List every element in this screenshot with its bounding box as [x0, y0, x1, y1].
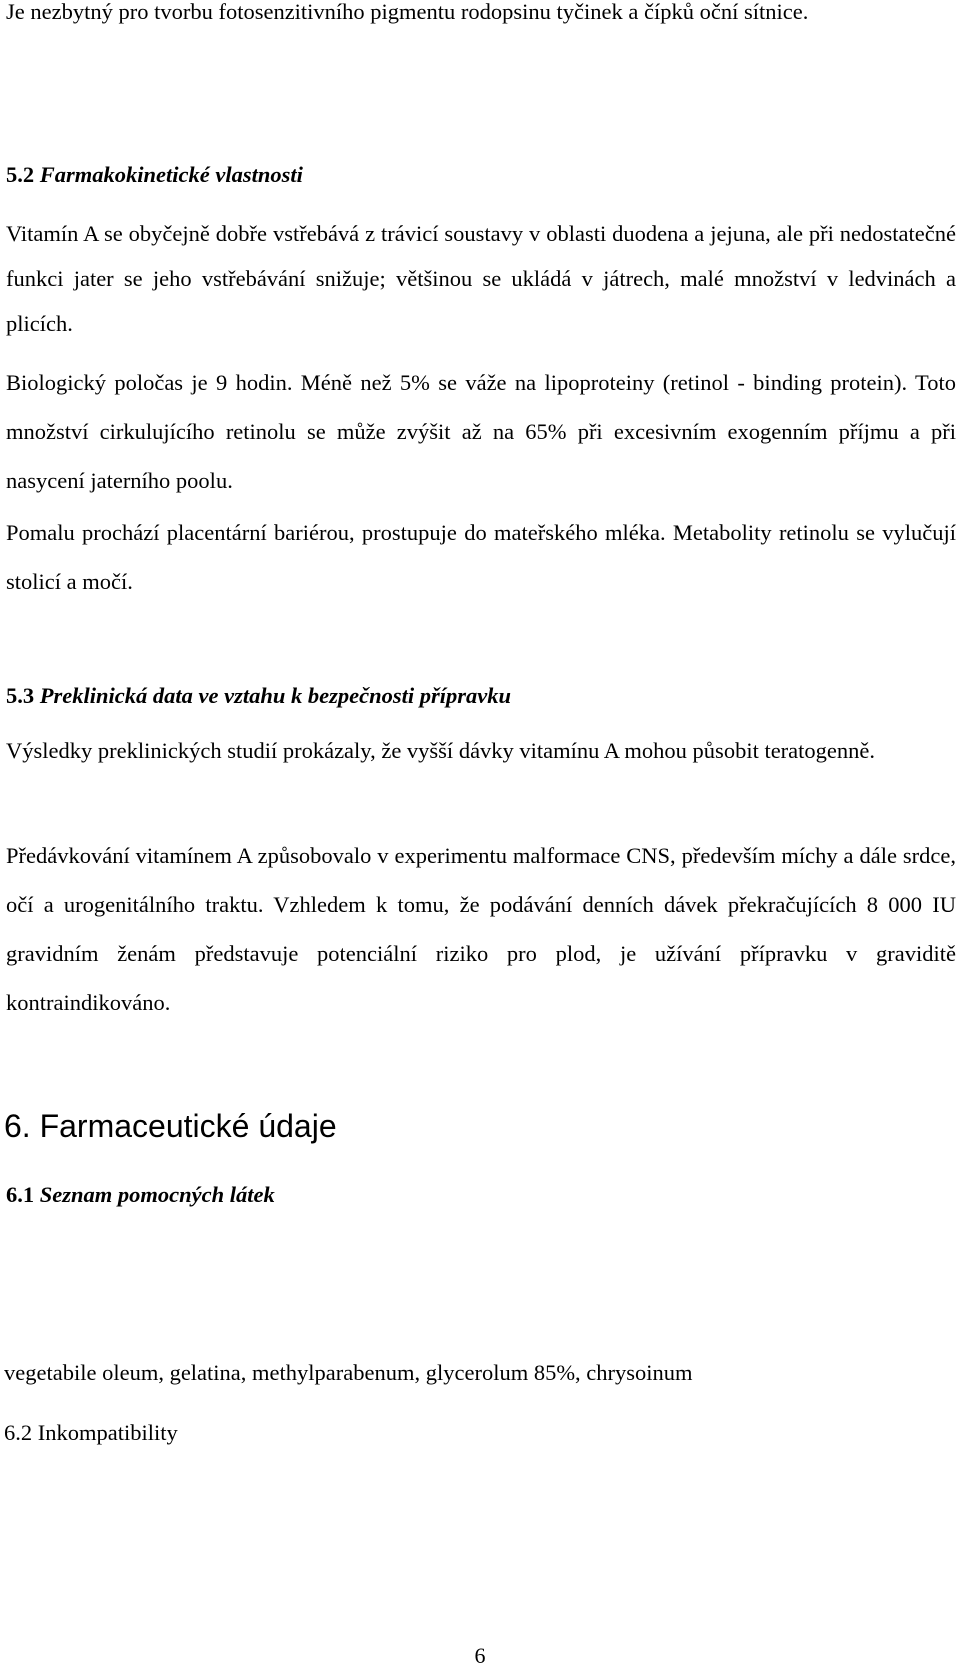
- section-number-5-2: 5.2: [6, 162, 40, 187]
- page-number: 6: [474, 1643, 486, 1668]
- section-heading-5-3: [6, 681, 956, 711]
- intro-paragraph: Je nezbytný pro tvorbu fotosenzitivního pigmentu rodopsinu tyčinek a čípků oční sítnice.: [6, 0, 809, 24]
- section-title-5-3: Preklinická data ve vztahu k bezpečnosti přípravku: [39, 683, 511, 708]
- subsection-heading-6-1: [6, 1180, 956, 1210]
- preclinical-paragraph-2: Předávkování vitamínem A způsobovalo v experimentu malformace CNS, především míchy a dále srdce, očí a urogenitálního traktu. Vzhledem k tomu, že podávání denních dávek překračujících 8 000 IU gravidním ženám představuje potenciální riziko pro plod, je užívání přípravku v graviditě kontraindikováno.: [6, 843, 956, 1015]
- subsection-heading-6-2: 6.2 Inkompatibility: [4, 1420, 178, 1445]
- excipients-list: vegetabile oleum, gelatina, methylparabenum, glycerolum 85%, chrysoinum: [4, 1360, 693, 1385]
- pk-paragraph-absorption: Vitamín A se obyčejně dobře vstřebává z trávicí soustavy v oblasti duodena a jejuna, ale při nedostatečné funkci jater se jeho vstřebávání snižuje; většinou se ukládá v játrech, malé množství v ledvinách a plicích.: [6, 221, 956, 336]
- subsection-title-6-1: Seznam pomocných látek: [39, 1182, 275, 1207]
- section-heading-5-2: [6, 160, 956, 190]
- section-number-5-3: 5.3: [6, 683, 40, 708]
- subsection-number-6-1: 6.1: [6, 1182, 40, 1207]
- section-heading-6: 6. Farmaceutické údaje: [4, 1108, 337, 1144]
- pk-paragraph-half-life: Biologický poločas je 9 hodin. Méně než 5% se váže na lipoproteiny (retinol - binding protein). Toto množství cirkulujícího retinolu se může zvýšit až na 65% při excesivním exogenním příjmu a při nasycení jaterního poolu.: [6, 370, 956, 493]
- pk-paragraph-excretion: Pomalu prochází placentární bariérou, prostupuje do mateřského mléka. Metabolity retinolu se vylučují stolicí a močí.: [6, 520, 956, 594]
- section-title-5-2: Farmakokinetické vlastnosti: [39, 162, 303, 187]
- preclinical-paragraph-1: Výsledky preklinických studií prokázaly, že vyšší dávky vitamínu A mohou působit teratogenně.: [6, 738, 876, 763]
